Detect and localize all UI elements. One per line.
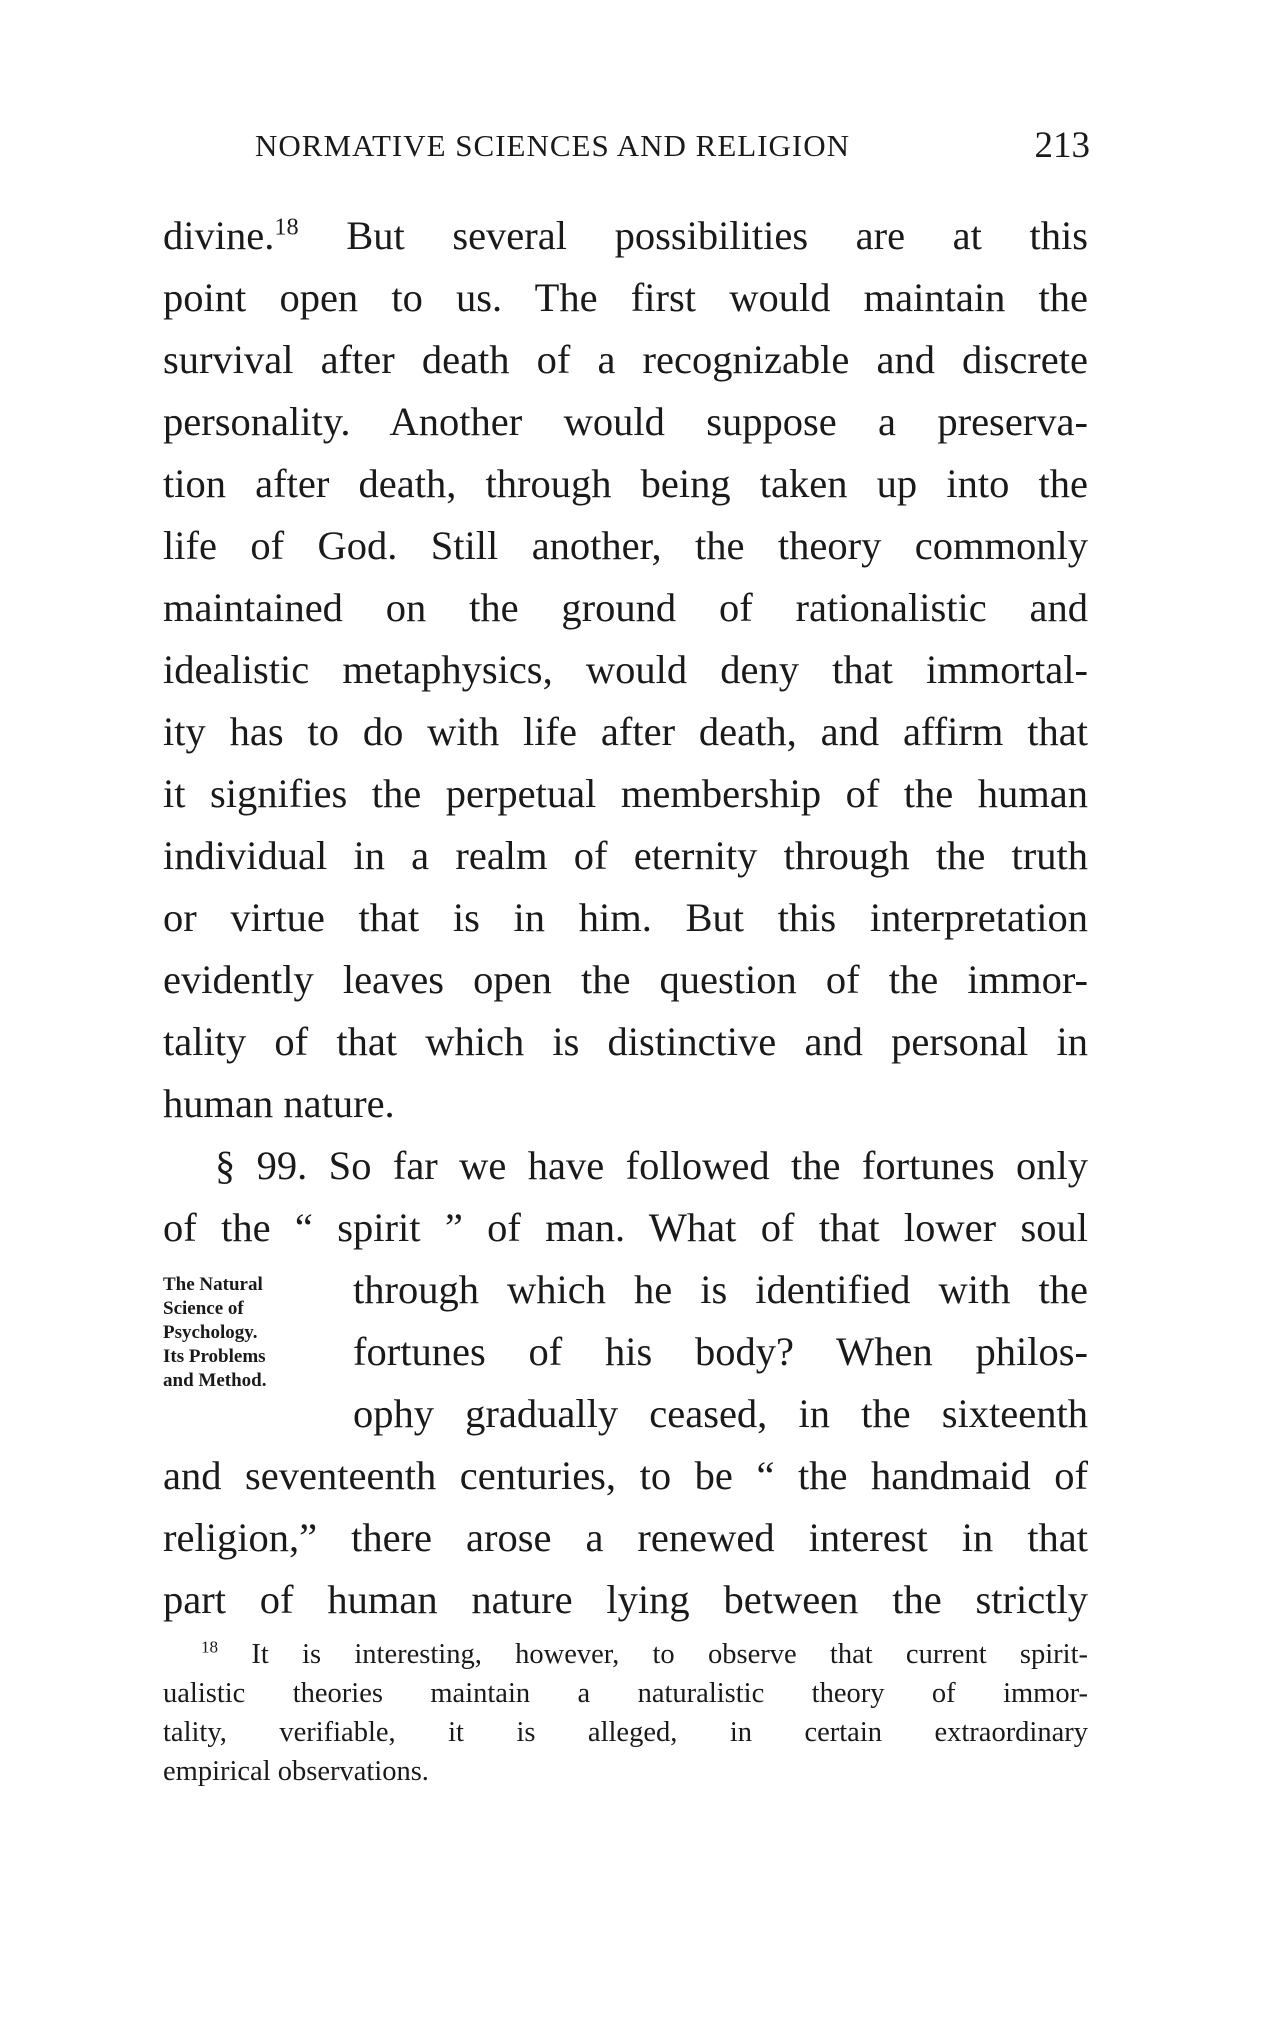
text-line: of the “ spirit ” of man. What of that lower soul [163,1205,1088,1250]
footnote-line: tality, verifiable, it is alleged, in certain extraordinary [163,1717,1088,1748]
text-line: point open to us. The first would maintain the [163,275,1088,320]
text-line: ophy gradually ceased, in the sixteenth [353,1391,1088,1436]
footnote-line: ualistic theories maintain a naturalistic theory of immor- [163,1678,1088,1709]
marginal-text-lines [353,1259,1088,1445]
text-line: idealistic metaphysics, would deny that immortal- [163,647,1088,692]
text-line: survival after death of a recognizable and discrete [163,337,1088,382]
text-line: individual in a realm of eternity through the truth [163,833,1088,878]
footnote-line [163,1635,1088,1674]
text-line: tion after death, through being taken up into the [163,461,1088,506]
footnote-line: empirical observations. [163,1756,429,1787]
text-line: ity has to do with life after death, and affirm that [163,709,1088,754]
text-line [163,205,1088,267]
text-line: it signifies the perpetual membership of the human [163,771,1088,816]
main-text [163,205,1088,1631]
footnote-reference: 18 [274,213,299,241]
marginal-row [163,1259,1088,1445]
text-line: human nature. [163,1081,395,1126]
marginal-note [163,1259,353,1445]
running-title: NORMATIVE SCIENCES AND RELIGION [255,128,851,163]
text-line: life of God. Still another, the theory commonly [163,523,1088,568]
page-number: 213 [1034,125,1090,166]
text-line: evidently leaves open the question of the immor- [163,957,1088,1002]
text-line: fortunes of his body? When philos- [353,1329,1088,1374]
marginal-note-line: and Method. [163,1370,267,1391]
text-line: through which he is identified with the [353,1267,1088,1312]
text-line: religion,” there arose a renewed interest in that [163,1515,1088,1560]
text-line: part of human nature lying between the strictly [163,1577,1088,1622]
text-line: personality. Another would suppose a preserva- [163,399,1088,444]
section-heading-line: § 99. So far we have followed the fortunes only [215,1143,1088,1188]
marginal-note-line: The Natural [163,1274,263,1295]
text-segment: divine. [163,213,275,258]
footnote-text: It is interesting, however, to observe that current spirit- [218,1639,1088,1670]
footnote-number: 18 [201,1637,219,1657]
text-segment: But several possibilities are at this [298,213,1088,258]
text-line: and seventeenth centuries, to be “ the handmaid of [163,1453,1088,1498]
footnote [163,1635,1088,1791]
running-head [255,122,1090,172]
marginal-note-line: Psychology. [163,1322,258,1343]
text-line: maintained on the ground of rationalistic and [163,585,1088,630]
marginal-note-line: Its Problems [163,1346,266,1367]
text-line: or virtue that is in him. But this interpretation [163,895,1088,940]
text-line: tality of that which is distinctive and personal in [163,1019,1088,1064]
marginal-note-line: Science of [163,1298,244,1319]
